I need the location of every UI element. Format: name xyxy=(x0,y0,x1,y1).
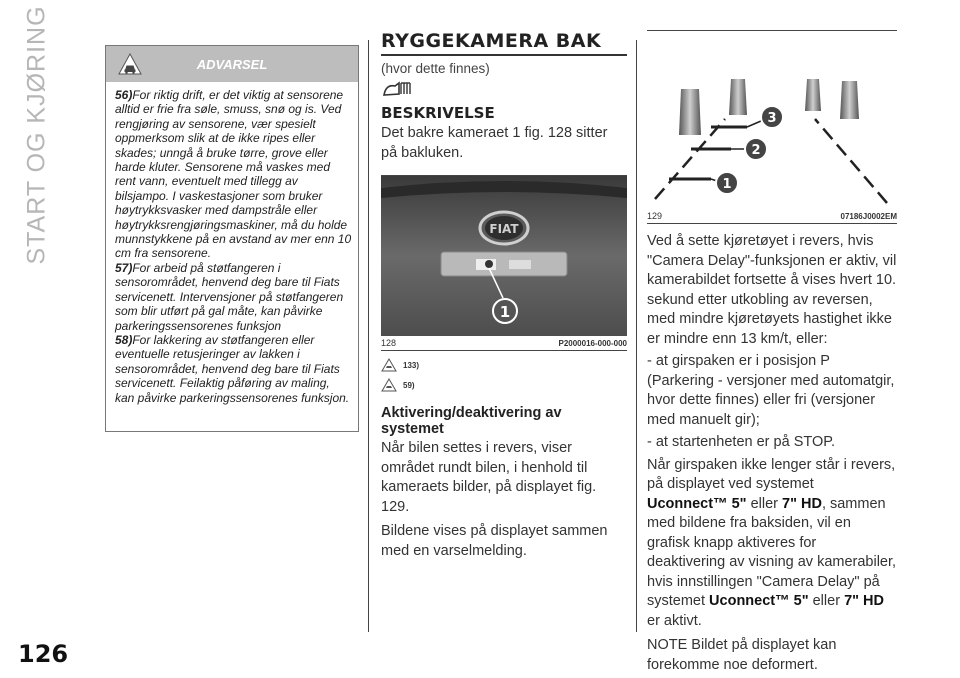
callout-1: 1 xyxy=(499,303,511,321)
page-number: 126 xyxy=(18,640,69,668)
note-number: 56) xyxy=(115,88,133,102)
warning-header xyxy=(106,46,358,82)
right-column xyxy=(647,30,897,675)
warning-reference xyxy=(381,355,627,375)
note-text: For lakkering av støtfangeren eller eventuelle retusjeringer av lakken i sensorområdet, henvend deg bare til Fiats servicenett. Feilaktig påføring av maling, kan påvirke parkeringssensorenes funksjon. xyxy=(115,332,350,405)
note-number: 58) xyxy=(115,332,133,347)
note-text: For riktig drift, er det viktig at sensorene alltid er frie fra søle, smuss, snø og is. Ved rengjøring av sensorene, vær spesielt oppmerksom slik at de ikke ripes eller skades; unngå å bruke tørre, grove eller harde kluter. Sensorene må vaskes med rent vann, eventuelt med tillegg av bilsjampo. I vaskestasjoner som bruker høytrykksvasker med dampstråle eller høytrykksrengjøringsmaskiner, må du holde munnstykkene på en avstand av mer enn 10 cm fra sensorene. xyxy=(115,88,352,261)
warning-title: ADVARSEL xyxy=(196,57,268,72)
warning-item xyxy=(115,333,352,405)
reference-number: 59) xyxy=(403,380,415,390)
figure-code: 07186J0002EM xyxy=(840,211,897,221)
figure-code: P2000016-000-000 xyxy=(558,338,627,348)
warning-box xyxy=(105,45,359,432)
tailgate-image xyxy=(381,176,627,336)
warning-item xyxy=(115,88,352,261)
paragraph: Når bilen settes i revers, viser området rundt bilen, i henhold til kameraets bilder, på displayet fig. 129. xyxy=(381,440,597,515)
text: eller xyxy=(808,593,845,609)
paragraph: Ved å sette kjøretøyet i revers, hvis "Camera Delay"-funksjonen er aktiv, vil kamerabildet fortsette å vises hvert 10. sekund etter utkobling av reversen, med mindre kjøretøyets hastighet ikke er mindre enn 13 km/t, eller: xyxy=(647,233,897,347)
figure-number: 129 xyxy=(647,211,663,221)
figure-caption xyxy=(381,336,627,350)
callout-3: 3 xyxy=(767,111,777,126)
fiat-logo-text: FIAT xyxy=(489,222,519,236)
description-text: Det bakre kameraet 1 fig. 128 sitter på bakluken. xyxy=(381,125,608,161)
system-name: 7" HD xyxy=(782,495,822,512)
paragraph: - at girspaken er i posisjon P (Parkering - versjoner med automatgir, hvor dette finnes) eller fri (versjoner med manuelt gir); xyxy=(647,353,895,428)
section-sidebar-title xyxy=(12,5,62,265)
warning-triangle-icon xyxy=(381,358,397,372)
availability-note: (hvor dette finnes) xyxy=(381,61,490,76)
text: eller xyxy=(746,495,783,512)
paragraph xyxy=(647,456,897,632)
activation-heading: Aktivering/deaktivering av systemet xyxy=(381,405,562,437)
system-name: 7" HD xyxy=(844,593,884,609)
warning-reference xyxy=(381,375,627,395)
caution-triangle-icon xyxy=(381,378,397,392)
middle-column xyxy=(381,30,627,561)
warning-item xyxy=(115,261,352,333)
section-heading: RYGGEKAMERA BAK xyxy=(381,30,627,56)
callout-1: 1 xyxy=(722,177,732,192)
text: , sammen med bildene fra baksiden, vil en grafisk knapp aktiveres for deaktivering av visning av kamerabiler, hvis innstillingen "Camera Delay" på systemet xyxy=(647,495,897,609)
system-name: Uconnect™ 5" xyxy=(709,593,809,609)
figure-number: 128 xyxy=(381,338,397,348)
section-title-text: START OG KJØRING xyxy=(22,5,51,265)
note-text: NOTE Bildet på displayet kan forekomme noe deformert. xyxy=(647,637,837,673)
figure-128 xyxy=(381,175,627,351)
optional-equipment-icon xyxy=(381,80,413,98)
text: Når girspaken ikke lenger står i revers, på displayet ved systemet xyxy=(647,456,896,492)
column-divider xyxy=(636,40,637,632)
reference-number: 133) xyxy=(403,360,420,370)
reference-list xyxy=(381,355,627,395)
system-name: Uconnect™ 5" xyxy=(647,495,747,512)
camera-display-image xyxy=(647,31,897,209)
note-number: 57) xyxy=(115,260,133,275)
warning-body xyxy=(106,82,358,405)
text: er aktivt. xyxy=(647,612,702,629)
figure-129 xyxy=(647,30,897,224)
callout-2: 2 xyxy=(751,143,761,158)
paragraph: - at startenheten er på STOP. xyxy=(647,434,836,450)
figure-caption xyxy=(647,209,897,223)
subsection-heading: BESKRIVELSE xyxy=(381,104,495,122)
paragraph: Bildene vises på displayet sammen med en varselmelding. xyxy=(381,523,608,559)
column-divider xyxy=(368,40,369,632)
note-text: For arbeid på støtfangeren i sensorområdet, henvend deg bare til Fiats servicenett. Intervensjoner på støtfangeren som blir utført på gal måte, kan påvirke parkeringssensorenes funksjon xyxy=(115,260,344,333)
